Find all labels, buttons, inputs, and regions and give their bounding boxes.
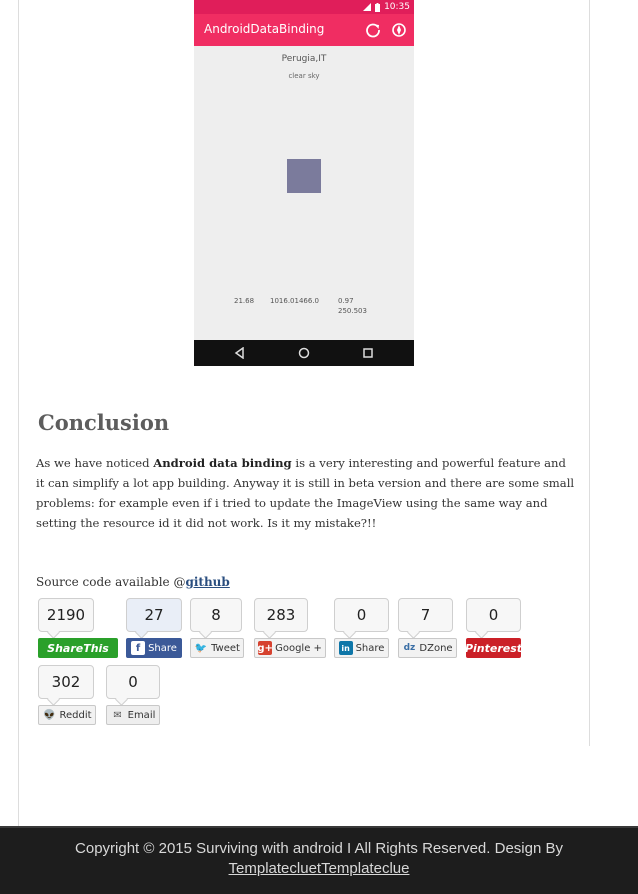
recents-icon[interactable] (362, 347, 374, 359)
page-border-right (589, 0, 590, 746)
section-heading: Conclusion (38, 410, 170, 435)
share-count: 302 (38, 665, 94, 699)
bold-phrase: Android data binding (153, 456, 292, 470)
wind-degree-value: 250.503 (338, 307, 367, 315)
signal-icon (363, 3, 371, 11)
status-bar (194, 0, 414, 14)
page-border-left (18, 0, 19, 826)
footer-copyright: Copyright © 2015 Surviving with android I All Rights Reserved. Design By TemplatecluetTemplateclue (75, 840, 563, 877)
twitter-icon: 🐦 (194, 642, 208, 654)
home-icon[interactable] (298, 347, 310, 359)
facebook-icon: f (131, 641, 145, 655)
back-icon[interactable] (234, 347, 246, 359)
refresh-icon[interactable] (364, 21, 382, 39)
status-time: 10:35 (384, 2, 410, 12)
source-code-line: Source code available @github (36, 575, 230, 589)
weather-description: clear sky (288, 72, 320, 80)
reddit-button[interactable]: 👽 Reddit (38, 705, 96, 725)
pinterest-button[interactable]: Pinterest (466, 638, 521, 658)
linkedin-share-button[interactable]: in Share (334, 638, 389, 658)
battery-icon (375, 3, 380, 12)
site-footer (0, 826, 638, 894)
sharethis-button[interactable]: ShareThis (38, 638, 118, 658)
pressure-humidity-value: 1016.01466.0 (270, 297, 319, 305)
share-count: 0 (466, 598, 521, 632)
reddit-icon: 👽 (43, 709, 56, 721)
app-title: AndroidDataBinding (204, 22, 325, 36)
app-screenshot (194, 0, 414, 366)
share-count: 8 (190, 598, 242, 632)
wind-speed-value: 0.97 (338, 297, 354, 305)
share-count: 27 (126, 598, 182, 632)
share-count: 0 (334, 598, 389, 632)
app-bar (194, 14, 414, 46)
share-count: 7 (398, 598, 453, 632)
google-plus-button[interactable]: g+ Google + (254, 638, 326, 658)
wind-values (338, 296, 367, 316)
weather-image (287, 159, 321, 193)
temperature-value: 21.68 (234, 297, 255, 305)
dzone-button[interactable]: dz DZone (398, 638, 457, 658)
email-icon: ✉ (113, 709, 122, 721)
facebook-share-button[interactable]: f Share (126, 638, 182, 658)
email-button[interactable]: ✉ Email (106, 705, 160, 725)
footer-designer-link[interactable]: TemplatecluetTemplateclue (228, 860, 410, 877)
share-count: 283 (254, 598, 308, 632)
compass-icon[interactable] (391, 21, 407, 39)
android-navbar (194, 340, 414, 366)
share-count: 2190 (38, 598, 94, 632)
share-count: 0 (106, 665, 160, 699)
tweet-button[interactable]: 🐦 Tweet (190, 638, 244, 658)
conclusion-paragraph: As we have noticed Android data binding is a very interesting and powerful feature and it can simplify a lot app building. Anyway it is still in beta version and there are some small problems: for example even if i tried to update the ImageView using the same way and setting the resource id it did not work. Is it my mistake?!! (36, 456, 575, 530)
google-plus-icon: g+ (257, 642, 273, 654)
linkedin-icon: in (339, 641, 353, 655)
dzone-icon: dz (403, 643, 416, 653)
city-label: Perugia,IT (281, 54, 327, 64)
github-link[interactable]: github (185, 575, 230, 589)
